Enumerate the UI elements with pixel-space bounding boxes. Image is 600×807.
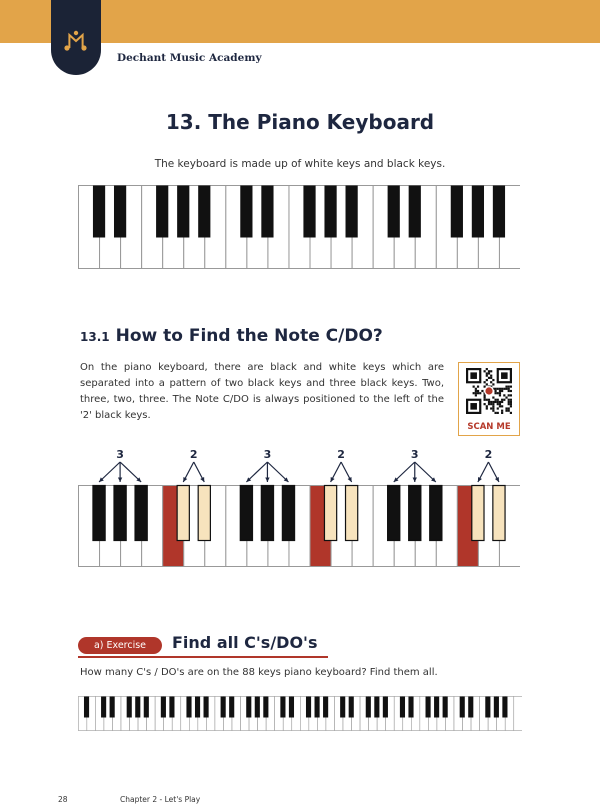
black-key [315, 697, 320, 718]
academy-name: Dechant Music Academy [117, 52, 262, 64]
black-key [485, 697, 490, 718]
exercise-question: How many C's / DO's are on the 88 keys piano keyboard? Find them all. [80, 667, 438, 678]
black-key [502, 697, 507, 718]
black-key [324, 186, 336, 238]
music-notes-logo-icon [63, 30, 89, 52]
section-number: 13.1 [80, 330, 110, 344]
exercise-title: Find all C's/DO's [172, 633, 318, 652]
black-key [366, 697, 371, 718]
black-key [169, 697, 174, 718]
black-key [323, 697, 328, 718]
title-text: The Piano Keyboard [208, 110, 435, 134]
exercise-underline [78, 656, 328, 658]
black-key [156, 186, 168, 238]
section-paragraph: On the piano keyboard, there are black and white keys which are separated into a pattern of two black keys and three black keys. Two, three, two, three. The Note C/DO is always positioned to the left of the '2' black keys. [80, 362, 444, 421]
group-count-label: 2 [484, 448, 493, 461]
black-key [204, 697, 209, 718]
black-key [195, 697, 200, 718]
black-key [135, 486, 147, 541]
group-count-label: 2 [337, 448, 345, 461]
black-key [346, 186, 358, 238]
black-key [93, 186, 105, 238]
exercise-badge: a) Exercise [78, 637, 162, 654]
qr-code-icon [466, 368, 512, 414]
black-key [303, 186, 315, 238]
black-key [434, 697, 439, 718]
scan-me-label: SCAN ME [467, 422, 511, 432]
logo-tab [51, 0, 101, 75]
black-key [408, 697, 413, 718]
black-key [135, 697, 140, 718]
black-key [186, 697, 191, 718]
black-key [282, 486, 294, 541]
black-key [261, 186, 273, 238]
arrow-head [413, 477, 417, 482]
black-key [400, 697, 405, 718]
black-key [494, 697, 499, 718]
full-88-keyboard [78, 696, 522, 731]
white-key [514, 697, 522, 731]
black-key [451, 186, 463, 238]
black-key [409, 486, 421, 541]
black-key [374, 697, 379, 718]
section-title: How to Find the Note C/DO? [115, 326, 383, 346]
black-key [388, 486, 400, 541]
black-key [221, 697, 226, 718]
black-key [472, 186, 484, 238]
two-group-black-key [177, 486, 189, 541]
two-group-black-key [324, 486, 336, 541]
black-key [306, 697, 311, 718]
black-key [114, 486, 126, 541]
black-key [84, 697, 89, 718]
black-key [101, 697, 106, 718]
title-number: 13. [165, 110, 202, 134]
two-group-black-key [472, 486, 484, 541]
page-title [0, 110, 600, 134]
black-key [289, 697, 294, 718]
black-key [161, 697, 166, 718]
black-key [430, 486, 442, 541]
black-key [114, 186, 126, 238]
black-key [261, 486, 273, 541]
black-key [177, 186, 189, 238]
black-key [383, 697, 388, 718]
black-key [493, 186, 505, 238]
black-key [426, 697, 431, 718]
black-key [468, 697, 473, 718]
section-heading [80, 326, 383, 346]
group-count-label: 3 [410, 448, 419, 461]
black-key [93, 486, 105, 541]
qr-code-box[interactable] [458, 362, 520, 436]
footer-page-number: 28 [58, 795, 68, 804]
two-group-black-key [346, 486, 358, 541]
black-key [460, 697, 465, 718]
black-key [349, 697, 354, 718]
black-key [263, 697, 268, 718]
two-group-black-key [198, 486, 210, 541]
group-count-label: 2 [189, 448, 198, 461]
piano-keyboard-diagram [78, 185, 520, 269]
black-key [240, 486, 252, 541]
arrow-head [118, 477, 122, 482]
black-key [340, 697, 345, 718]
black-key [198, 186, 210, 238]
group-count-label: 3 [116, 448, 124, 461]
black-key [255, 697, 260, 718]
two-group-black-key [493, 486, 505, 541]
black-key [246, 697, 251, 718]
intro-text: The keyboard is made up of white keys and black keys. [154, 158, 446, 170]
black-key [229, 697, 234, 718]
black-key [144, 697, 149, 718]
black-key [110, 697, 115, 718]
black-key [443, 697, 448, 718]
black-key [409, 186, 421, 238]
black-key [388, 186, 400, 238]
footer-chapter: Chapter 2 - Let's Play [120, 795, 201, 804]
arrow-head [265, 477, 269, 482]
c-note-keyboard-diagram [78, 443, 520, 568]
black-key [240, 186, 252, 238]
black-key [280, 697, 285, 718]
group-count-label: 3 [263, 448, 272, 461]
black-key [127, 697, 132, 718]
